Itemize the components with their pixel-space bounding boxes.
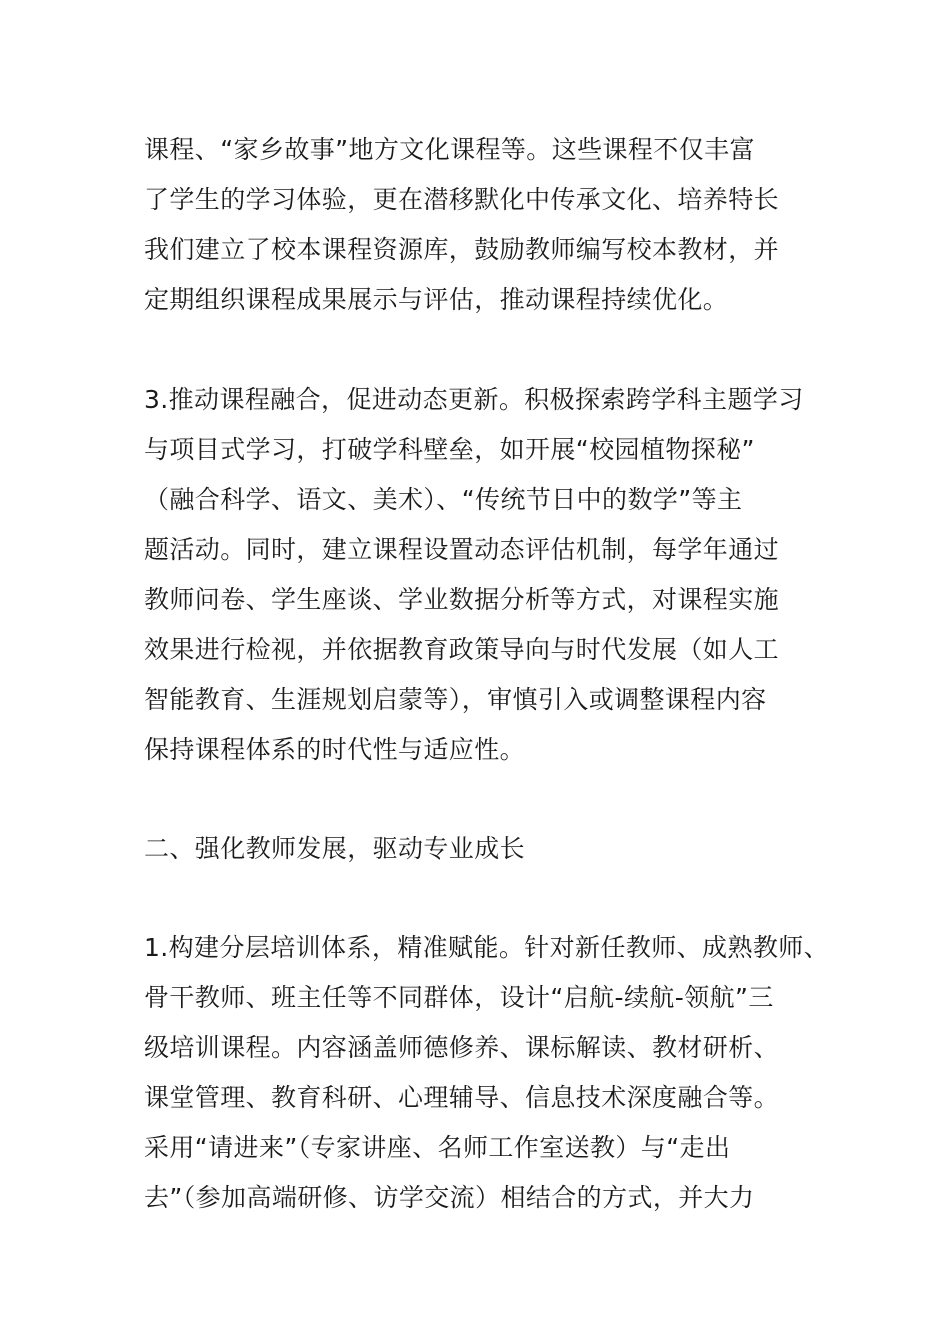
text-line: 3.推动课程融合，促进动态更新。积极探索跨学科主题学习 [144, 385, 804, 414]
text-line: 课堂管理、教育科研、心理辅导、信息技术深度融合等。 [144, 1083, 780, 1112]
text-line: 课程、“家乡故事”地方文化课程等。这些课程不仅丰富 [144, 135, 755, 164]
text-line: 智能教育、生涯规划启蒙等），审慎引入或调整课程内容 [144, 685, 767, 714]
text-line: 骨干教师、班主任等不同群体，设计“启航-续航-领航”三 [144, 983, 774, 1012]
text-line: 1.构建分层培训体系，精准赋能。针对新任教师、成熟教师、 [144, 933, 830, 962]
text-line: 保持课程体系的时代性与适应性。 [144, 735, 526, 764]
text-line: 题活动。同时，建立课程设置动态评估机制，每学年通过 [144, 535, 780, 564]
text-line: 去”（参加高端研修、访学交流）相结合的方式，并大力 [144, 1183, 755, 1212]
text-line: 定期组织课程成果展示与评估，推动课程持续优化。 [144, 285, 729, 314]
section-heading: 二、强化教师发展，驱动专业成长 [144, 834, 526, 863]
text-line: 教师问卷、学生座谈、学业数据分析等方式，对课程实施 [144, 585, 780, 614]
text-line: 效果进行检视，并依据教育政策导向与时代发展（如人工 [144, 635, 780, 664]
text-line: 了学生的学习体验，更在潜移默化中传承文化、培养特长 [144, 185, 780, 214]
text-line: （融合科学、语文、美术）、“传统节日中的数学”等主 [144, 485, 743, 514]
text-line: 与项目式学习，打破学科壁垒，如开展“校园植物探秘” [144, 435, 755, 464]
text-line: 采用“请进来”（专家讲座、名师工作室送教）与“走出 [144, 1133, 731, 1162]
text-line: 级培训课程。内容涵盖师德修养、课标解读、教材研析、 [144, 1033, 780, 1062]
text-line: 我们建立了校本课程资源库，鼓励教师编写校本教材，并 [144, 235, 780, 264]
